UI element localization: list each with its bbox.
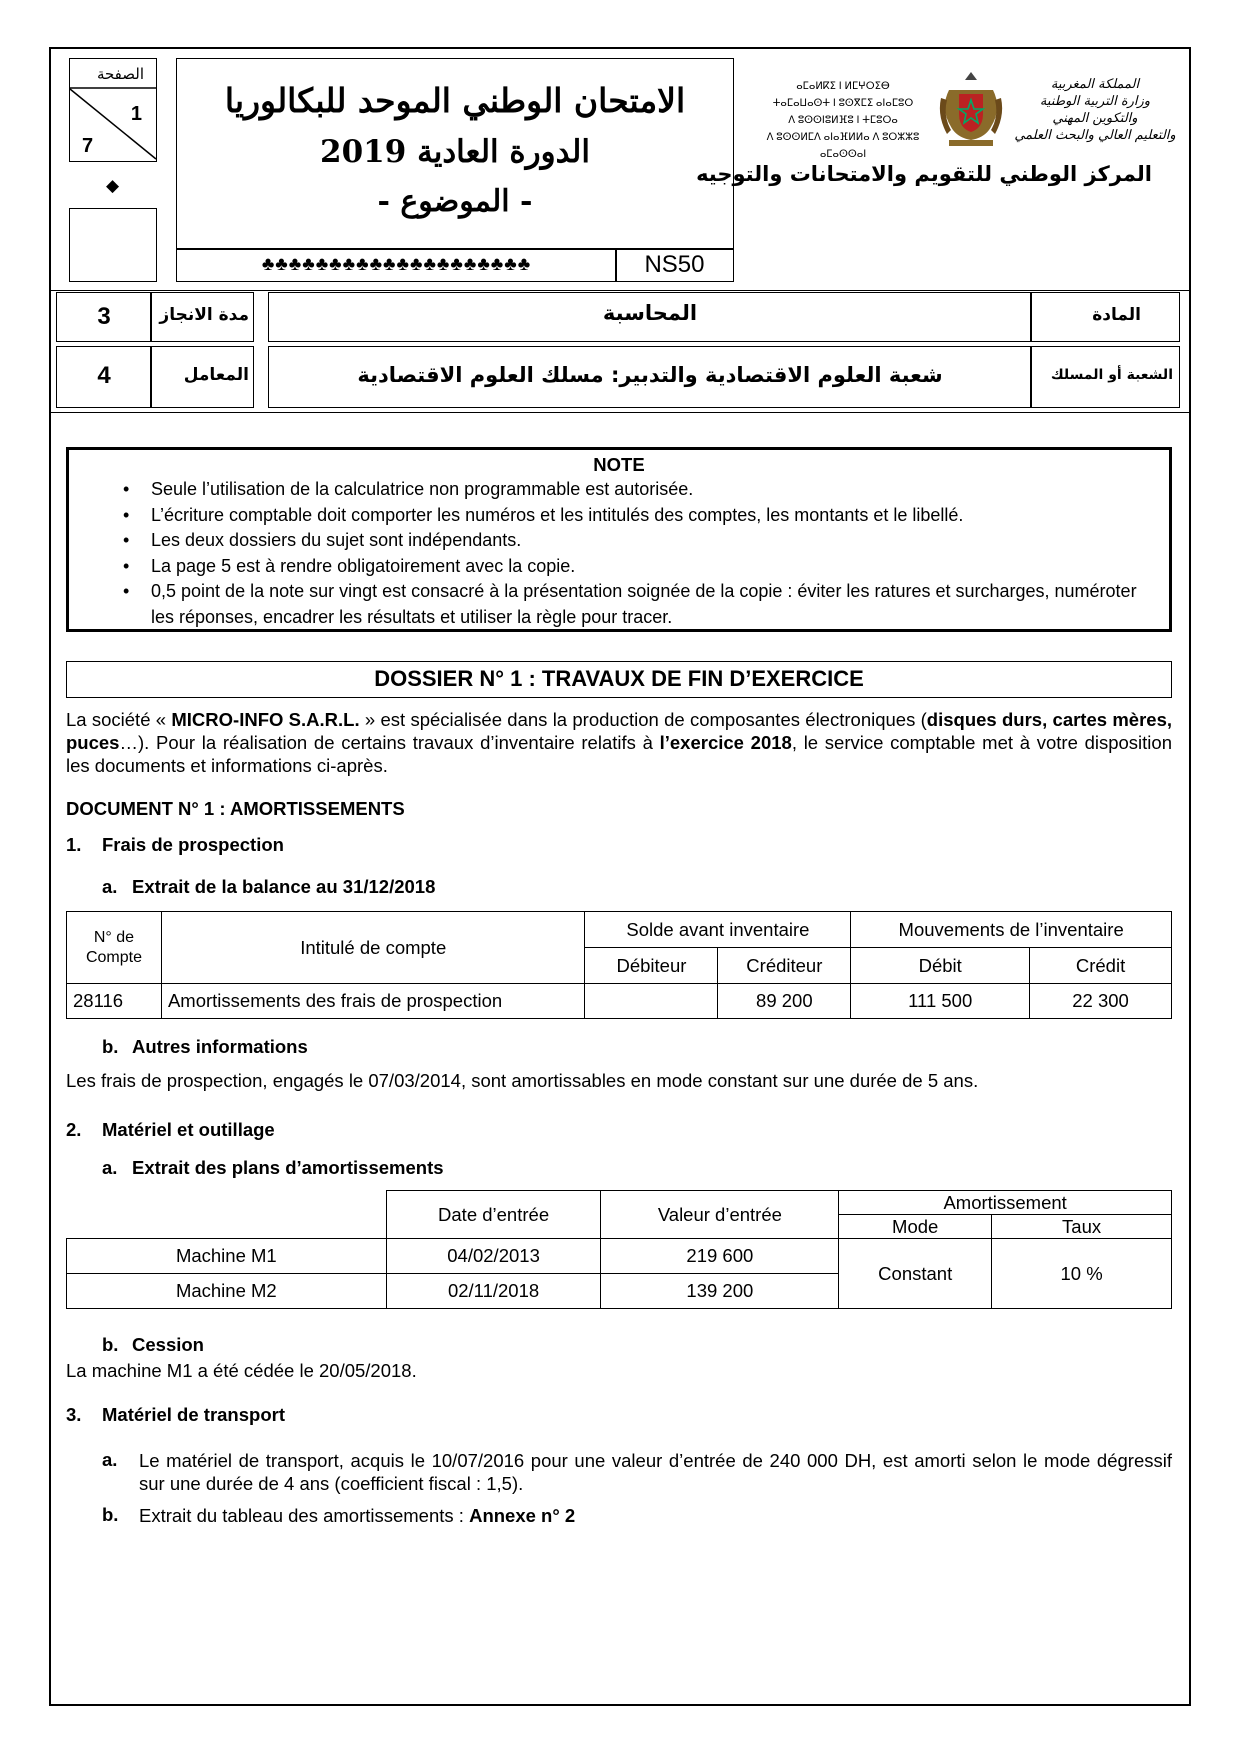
intro-text: » est spécialisée dans la production de composantes électroniques ( <box>359 709 927 730</box>
cell-machine-name: Machine M1 <box>67 1239 387 1274</box>
subject-field-label: المادة <box>1092 305 1141 325</box>
note-box <box>66 447 1172 632</box>
session-title: الدورة العادية 2019 <box>320 134 590 170</box>
s3a-num: a. <box>102 1449 118 1470</box>
exam-code: NS50 <box>644 251 705 278</box>
exam-title: الامتحان الوطني الموحد للبكالوريا <box>224 81 686 120</box>
table-row <box>67 984 1172 1019</box>
duration-label: مدة الانجاز <box>159 305 249 325</box>
s2a-num: a. <box>102 1157 118 1178</box>
fiscal-year: l’exercice 2018 <box>659 732 792 753</box>
cell-entry-date: 02/11/2018 <box>386 1274 601 1309</box>
dossier-title: DOSSIER N° 1 : TRAVAUX DE FIN D’EXERCICE <box>66 661 1172 698</box>
tifinagh-line: ⵜⴰⵎⴰⵡⴰⵙⵜ ⵏ ⵓⵙⴳⵎⵉ ⴰⵏⴰⵎⵓⵔ <box>772 98 914 109</box>
page-total: 7 <box>82 135 94 157</box>
s1b-text: Les frais de prospection, engagés le 07/03/2014, sont amortissables en mode constant sur une durée de 5 ans. <box>66 1070 979 1091</box>
cell-credit: 22 300 <box>1030 984 1172 1019</box>
note-item: • Seule l’utilisation de la calculatrice non programmable est autorisée. <box>151 477 1159 503</box>
s2b-num: b. <box>102 1334 119 1355</box>
s1-num: 1. <box>66 834 82 855</box>
ministry-line: وزارة التربية الوطنية <box>1039 94 1151 109</box>
s3-num: 3. <box>66 1404 82 1425</box>
ministry-line: المملكة المغربية <box>1050 77 1140 92</box>
cell-entry-value: 139 200 <box>601 1274 839 1309</box>
clubs-row: ♣♣♣♣♣♣♣♣♣♣♣♣♣♣♣♣♣♣♣♣ <box>261 254 532 275</box>
cell-mode: Constant <box>839 1239 992 1309</box>
cell-account-number: 28116 <box>67 984 162 1019</box>
diamond-icon: ◆ <box>106 176 120 195</box>
s2a-title: Extrait des plans d’amortissements <box>132 1157 444 1178</box>
cell-entry-value: 219 600 <box>601 1239 839 1274</box>
coef-label: المعامل <box>183 365 249 385</box>
center-name: المركز الوطني للتقويم والامتحانات والتوجيه <box>696 162 1152 186</box>
s2b-title: Cession <box>132 1334 204 1355</box>
s3a-text: Le matériel de transport, acquis le 10/07/2016 pour une valeur d’entrée de 240 000 DH, est amorti selon le mode dégressif sur une durée de 4 ans (coefficient fiscal : 1,5). <box>139 1450 1172 1494</box>
note-item: • 0,5 point de la note sur vingt est consacré à la présentation soignée de la copie : éviter les ratures et surcharges, numéroter les réponses, encadrer les résultats et utiliser la règle pour tracer. <box>151 579 1159 630</box>
company-name: MICRO-INFO S.A.R.L. <box>171 709 360 730</box>
subject-name: المحاسبة <box>602 301 698 325</box>
header-amortization: Amortissement <box>839 1191 1172 1215</box>
duration-value: 3 <box>97 303 111 330</box>
products: disques durs, cartes mères, puces <box>66 709 1172 753</box>
cell-entry-date: 04/02/2013 <box>386 1239 601 1274</box>
header-entry-date: Date d’entrée <box>386 1191 601 1239</box>
duration-label-box <box>150 292 254 342</box>
cell-account-title: Amortissements des frais de prospection <box>161 984 585 1019</box>
ministry-line: والتكوين المهني <box>1052 111 1138 126</box>
cell-creditor: 89 200 <box>718 984 851 1019</box>
table-row <box>67 1239 1172 1274</box>
page-number-box <box>69 58 157 162</box>
subject-label: - الموضوع - <box>377 184 533 219</box>
header-balance: Solde avant inventaire <box>585 912 851 948</box>
intro-text: …). Pour la réalisation de certains travaux d’inventaire relatifs à <box>119 732 660 753</box>
header-account-title: Intitulé de compte <box>161 912 585 984</box>
s2-num: 2. <box>66 1119 82 1140</box>
s1b-num: b. <box>102 1036 119 1057</box>
note-title: NOTE <box>593 454 645 475</box>
note-item: • La page 5 est à rendre obligatoirement avec la copie. <box>151 554 1159 580</box>
intro-text: , le service comptable met à votre disposition les documents et informations ci-après. <box>66 732 1172 776</box>
tifinagh-line: ⴷ ⵓⵙⵙⵏⵓⵍⴼⵓ ⵏ ⵜⵎⵓⵔⴰ <box>788 115 898 126</box>
tifinagh-line: ⴰⵎⴰⵍⴽⵉ ⵏ ⵍⵎⵖⵔⵉⴱ <box>796 81 890 92</box>
cell-rate: 10 % <box>992 1239 1172 1309</box>
page-label: الصفحة <box>96 65 144 83</box>
coef-label-box <box>150 346 254 408</box>
annex-ref: Annexe n° 2 <box>469 1505 576 1526</box>
header-creditor: Créditeur <box>718 948 851 984</box>
title-box <box>176 58 734 250</box>
s1a-title: Extrait de la balance au 31/12/2018 <box>132 876 436 897</box>
s3b-line <box>139 1504 575 1527</box>
page-number: 1 <box>130 103 142 125</box>
note-item: • L’écriture comptable doit comporter les numéros et les intitulés des comptes, les montants et le libellé. <box>151 503 1159 529</box>
amortization-plan-table <box>66 1190 1172 1309</box>
branch-label: الشعبة أو المسلك <box>1050 367 1173 383</box>
header-credit: Crédit <box>1030 948 1172 984</box>
tifinagh-line: ⴷ ⵓⵙⵙⵍⵎⴷ ⴰⵏⴰⴼⵍⵍⴰ ⴷ ⵓⵔⵣⵣⵓ ⴰⵎⴰⵙⵙⴰⵏ <box>766 132 920 160</box>
note-list <box>113 477 1159 630</box>
branch-label-box <box>1030 346 1180 408</box>
s2b-text: La machine M1 a été cédée le 20/05/2018. <box>66 1360 417 1381</box>
coat-of-arms-icon <box>935 68 1007 150</box>
header-account-number: N° de Compte <box>67 912 162 984</box>
subject-field-label-box <box>1030 292 1180 342</box>
branch-box <box>268 346 1032 408</box>
intro-text: La société « <box>66 709 172 730</box>
s3b-num: b. <box>102 1504 119 1525</box>
tifinagh-block <box>758 78 928 163</box>
branch-name: شعبة العلوم الاقتصادية والتدبير: مسلك العلوم الاقتصادية <box>357 363 943 387</box>
blank-box <box>69 208 157 282</box>
s1b-title: Autres informations <box>132 1036 308 1057</box>
s3b-text: Extrait du tableau des amortissements : <box>139 1505 470 1526</box>
header-entry-value: Valeur d’entrée <box>601 1191 839 1239</box>
note-item: • Les deux dossiers du sujet sont indépendants. <box>151 528 1159 554</box>
coef-value-box <box>56 346 152 408</box>
coef-value: 4 <box>97 362 111 389</box>
cell-machine-name: Machine M2 <box>67 1274 387 1309</box>
duration-value-box <box>56 292 152 342</box>
balance-table <box>66 911 1172 1019</box>
info-top-line <box>49 290 1191 291</box>
s3-title: Matériel de transport <box>102 1404 285 1425</box>
clubs-box <box>176 248 617 282</box>
dossier-intro <box>66 708 1172 777</box>
header-mode: Mode <box>839 1215 992 1239</box>
header-movements: Mouvements de l’inventaire <box>851 912 1172 948</box>
code-box <box>615 248 734 282</box>
cell-debit: 111 500 <box>851 984 1030 1019</box>
s1a-num: a. <box>102 876 118 897</box>
info-bottom-line <box>49 412 1191 413</box>
ministry-block <box>1000 76 1190 144</box>
subject-box <box>268 292 1032 342</box>
header-debtor: Débiteur <box>585 948 718 984</box>
s2-title: Matériel et outillage <box>102 1119 275 1140</box>
header-rate: Taux <box>992 1215 1172 1239</box>
cell-debtor <box>585 984 718 1019</box>
s1-title: Frais de prospection <box>102 834 284 855</box>
ministry-line: والتعليم العالي والبحث العلمي <box>1014 128 1176 143</box>
header-debit: Débit <box>851 948 1030 984</box>
empty-corner <box>67 1191 387 1239</box>
doc1-title: DOCUMENT N° 1 : AMORTISSEMENTS <box>66 798 405 819</box>
